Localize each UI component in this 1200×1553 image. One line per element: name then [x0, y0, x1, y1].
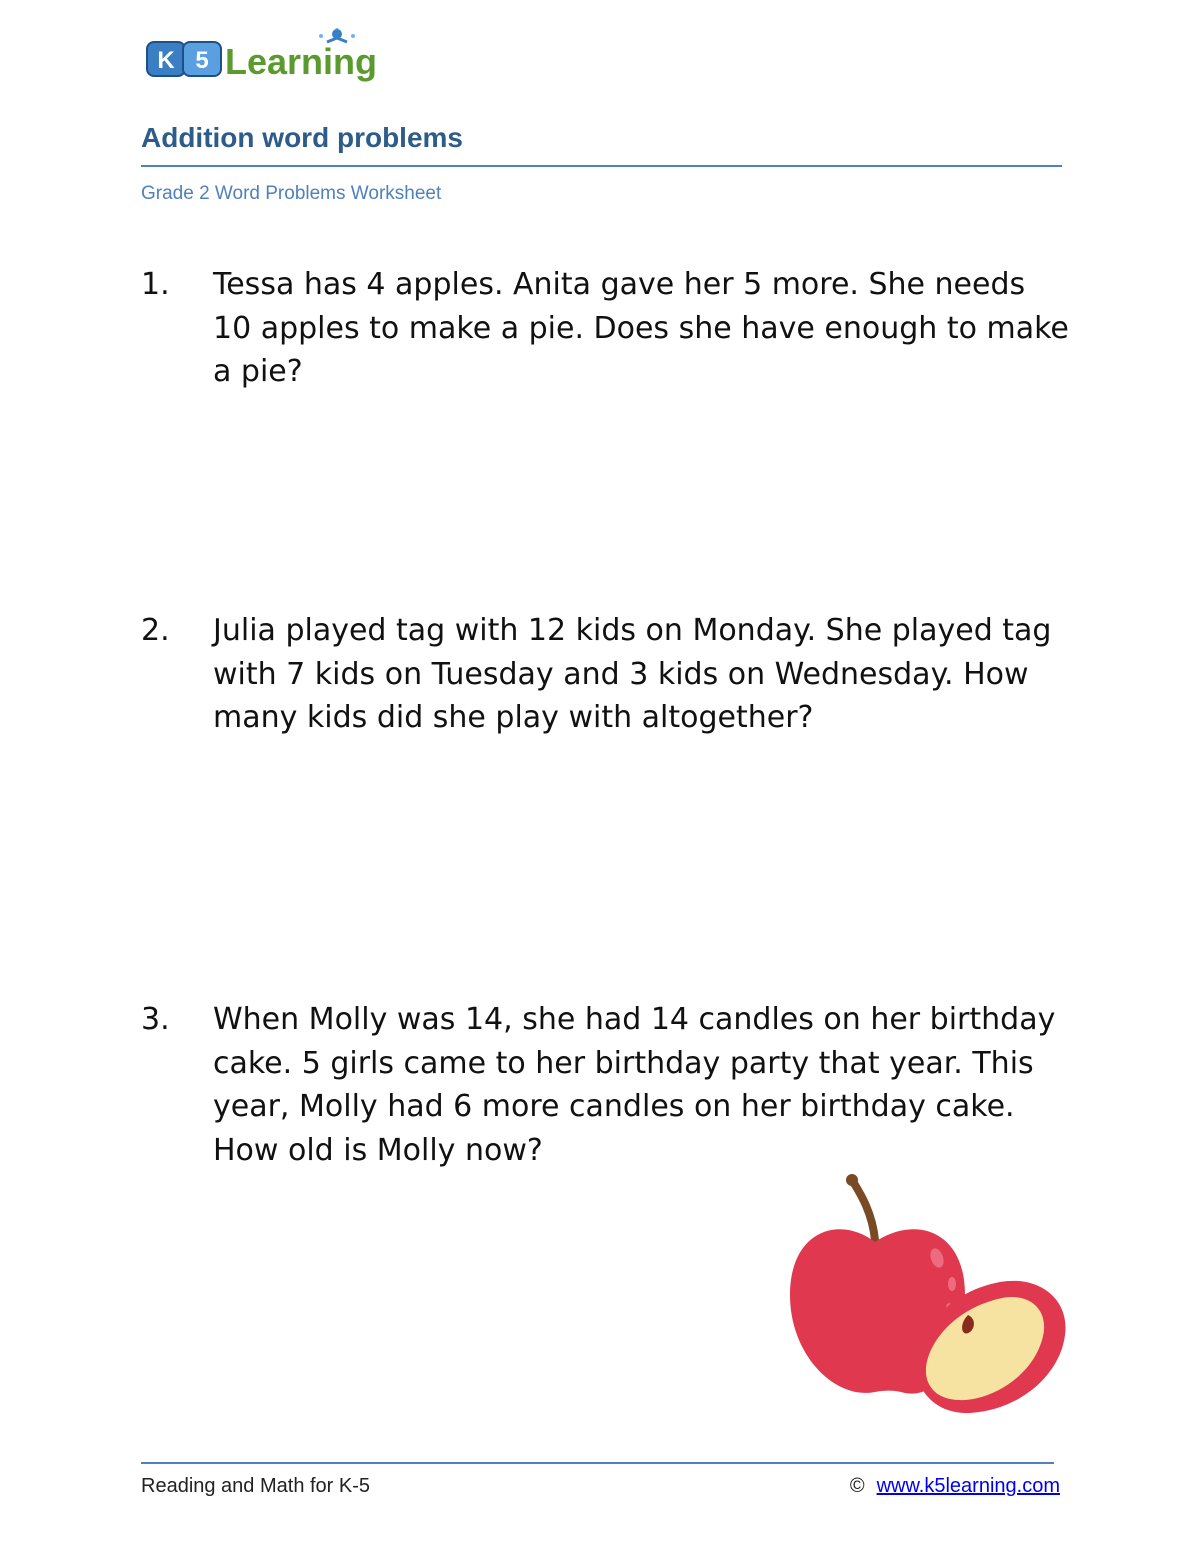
website-link[interactable]: www.k5learning.com	[876, 1475, 1060, 1497]
problem-3	[141, 998, 1071, 1172]
svg-text:5: 5	[195, 47, 209, 74]
problem-text: Tessa has 4 apples. Anita gave her 5 more. She needs 10 apples to make a pie. Does she have enough to make a pie?	[213, 267, 1069, 389]
title-divider	[141, 165, 1062, 167]
footer-divider	[141, 1462, 1054, 1464]
problem-text: When Molly was 14, she had 14 candles on her birthday cake. 5 girls came to her birthday party that year. This year, Molly had 6 more candles on her birthday cake. How old is Molly now?	[213, 1002, 1056, 1168]
problem-text: Julia played tag with 12 kids on Monday. She played tag with 7 kids on Tuesday and 3 kids on Wednesday. How many kids did she play with altogether?	[213, 613, 1052, 735]
problem-number: 3.	[141, 1002, 170, 1037]
svg-text:Learning: Learning	[225, 41, 378, 82]
apple-icon	[780, 1170, 1080, 1420]
problem-number: 2.	[141, 613, 170, 648]
footer-tagline: Reading and Math for K-5	[141, 1475, 371, 1497]
worksheet-subtitle: Grade 2 Word Problems Worksheet	[141, 183, 442, 204]
footer-credit	[850, 1475, 1060, 1498]
problem-number: 1.	[141, 267, 170, 302]
problem-2	[141, 609, 1071, 740]
worksheet-title: Addition word problems	[141, 122, 463, 153]
copyright-symbol: ©	[849, 1475, 865, 1497]
problem-1	[141, 263, 1071, 394]
svg-text:K: K	[157, 47, 175, 74]
k5-learning-logo	[145, 28, 405, 90]
